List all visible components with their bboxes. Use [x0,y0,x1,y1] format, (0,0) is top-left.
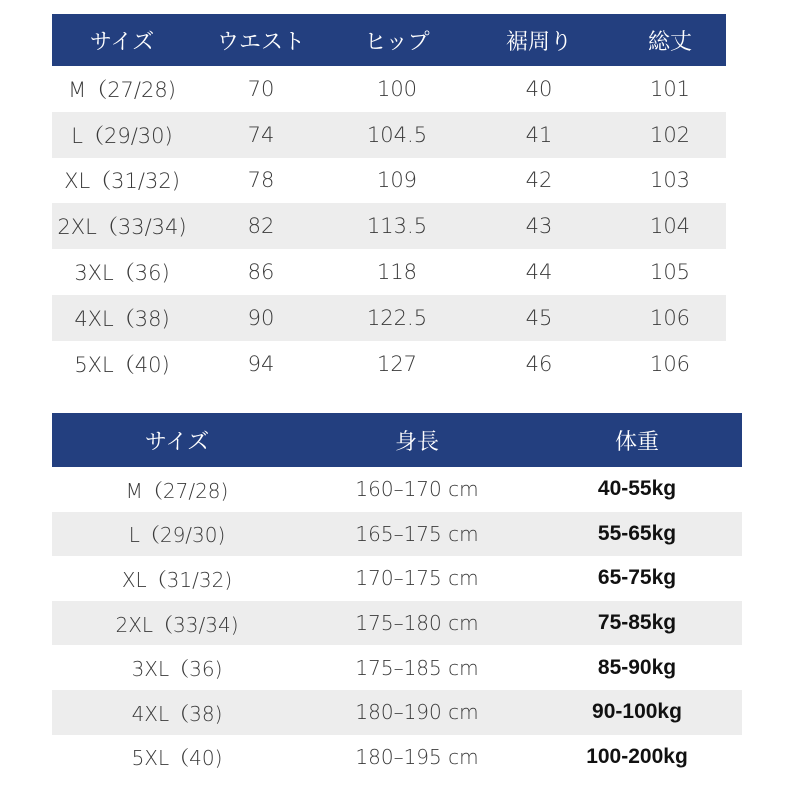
cell-height: 170–175 cm [355,566,479,591]
table-row [52,735,742,780]
cell-hip: 104.5 [330,112,464,158]
cell-waist: 74 [192,112,330,158]
cell-weight: 100-200kg [586,744,688,768]
cell-size: 5XL（40) [74,352,170,377]
cell-height: 175–185 cm [355,655,479,680]
cell-hem: 46 [525,351,553,376]
cell-hip: 113.5 [330,203,464,249]
size-table-measurements [52,14,726,387]
table-row [52,295,726,341]
table-row [52,690,742,735]
cell-hip: 127 [376,351,418,376]
cell-weight: 40-55kg [597,477,677,501]
cell-hem: 40 [525,76,553,101]
header-height: 身長 [302,413,532,467]
header-hip: ヒップ [330,14,464,66]
cell-hip: 100 [376,76,418,101]
cell-length: 102 [614,112,726,158]
cell-hip: 109 [376,168,418,193]
cell-size: 2XL（33/34) [52,203,192,249]
cell-size: M（27/28) [68,77,176,102]
cell-waist: 86 [247,260,275,285]
table-row [52,66,726,112]
cell-height: 165–175 cm [302,512,532,557]
cell-waist: 82 [192,203,330,249]
table-row [52,467,742,512]
cell-waist: 90 [192,295,330,341]
cell-waist: 94 [247,351,275,376]
table-row [52,158,726,204]
cell-height: 175–180 cm [302,601,532,646]
cell-weight: 75-85kg [532,601,742,646]
cell-hem: 44 [525,260,553,285]
cell-length: 105 [649,260,691,285]
cell-size: 4XL（38) [52,295,192,341]
cell-length: 106 [649,351,691,376]
cell-weight: 90-100kg [532,690,742,735]
cell-length: 101 [649,76,691,101]
table-row [52,249,726,295]
table-row [52,645,742,690]
header-waist: ウエスト [192,14,330,66]
cell-waist: 78 [247,168,275,193]
cell-size: XL（31/32) [64,169,180,194]
cell-hem: 43 [464,203,614,249]
cell-size: L（29/30) [52,512,302,557]
cell-size: 3XL（36) [131,657,223,682]
table-header-row [52,14,726,66]
table-header-row [52,413,742,467]
table-row [52,512,742,557]
cell-waist: 70 [247,76,275,101]
header-hem: 裾周り [464,14,614,66]
cell-size: 3XL（36) [74,261,170,286]
table-row [52,203,726,249]
cell-hip: 122.5 [330,295,464,341]
cell-weight: 55-65kg [532,512,742,557]
cell-hip: 118 [376,260,418,285]
cell-weight: 85-90kg [597,655,677,679]
cell-length: 106 [614,295,726,341]
size-table-height-weight [52,413,742,779]
cell-hem: 42 [525,168,553,193]
cell-size: L（29/30) [52,112,192,158]
cell-size: XL（31/32) [121,567,233,592]
table-row [52,112,726,158]
table-row [52,341,726,387]
cell-size: 4XL（38) [52,690,302,735]
header-size: サイズ [52,413,302,467]
cell-size: M（27/28) [125,478,229,503]
table-row [52,556,742,601]
cell-hem: 41 [464,112,614,158]
cell-hem: 45 [464,295,614,341]
cell-weight: 65-75kg [597,566,677,590]
cell-height: 180–190 cm [302,690,532,735]
cell-length: 103 [649,168,691,193]
cell-height: 160–170 cm [355,477,479,502]
cell-length: 104 [614,203,726,249]
cell-size: 5XL（40) [131,746,223,771]
header-size: サイズ [52,14,192,66]
table-row [52,601,742,646]
header-weight: 体重 [532,413,742,467]
header-length: 総丈 [614,14,726,66]
cell-height: 180–195 cm [355,744,479,769]
cell-size: 2XL（33/34) [52,601,302,646]
